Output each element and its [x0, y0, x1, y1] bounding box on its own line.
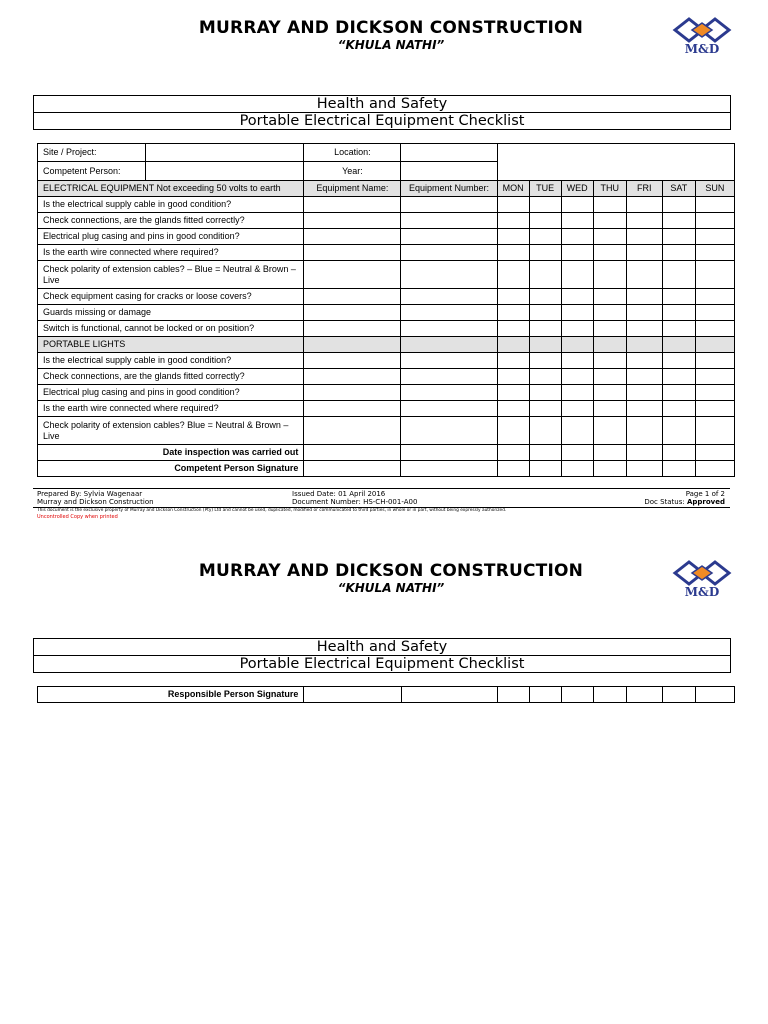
day-cell[interactable] [593, 687, 626, 703]
shaded-cell [695, 337, 734, 353]
day-cell[interactable] [662, 197, 695, 213]
shaded-cell [497, 337, 529, 353]
title-line-2: Portable Electrical Equipment Checklist [34, 655, 730, 672]
diamond-logo-icon [672, 559, 732, 587]
day-cell[interactable] [593, 229, 626, 245]
day-cell[interactable] [593, 261, 626, 289]
equipment-number-cell[interactable] [401, 353, 497, 369]
company-logo [672, 16, 742, 64]
section-portable-lights: PORTABLE LIGHTS [38, 337, 304, 353]
day-cell[interactable] [561, 687, 593, 703]
day-cell[interactable] [561, 245, 593, 261]
date-inspection-label: Date inspection was carried out [38, 445, 304, 461]
day-cell[interactable] [593, 289, 626, 305]
day-cell[interactable] [695, 261, 734, 289]
logo-text: M&D [684, 42, 720, 56]
day-cell[interactable] [529, 445, 561, 461]
footer-issued-date: Issued Date: 01 April 2016 [292, 490, 386, 498]
blank-header-cell [497, 144, 734, 181]
equipment-number-header: Equipment Number: [401, 181, 497, 197]
date-inspection-field[interactable] [304, 445, 401, 461]
day-cell[interactable] [662, 321, 695, 337]
day-cell[interactable] [695, 289, 734, 305]
day-cell[interactable] [497, 445, 529, 461]
day-cell[interactable] [529, 369, 561, 385]
signature-field[interactable] [304, 461, 401, 477]
day-header-mon: MON [497, 181, 529, 197]
check-item: Is the electrical supply cable in good condition? [38, 353, 304, 369]
day-cell[interactable] [626, 417, 662, 445]
day-cell[interactable] [626, 461, 662, 477]
equipment-name-cell[interactable] [304, 229, 401, 245]
day-cell[interactable] [593, 461, 626, 477]
check-item: Is the earth wire connected where required? [38, 245, 304, 261]
equipment-name-cell[interactable] [304, 401, 401, 417]
day-header-thu: THU [593, 181, 626, 197]
equipment-name-cell[interactable] [304, 245, 401, 261]
company-motto-page2: “KHULA NATHI” [337, 581, 445, 595]
day-cell[interactable] [626, 445, 662, 461]
day-cell[interactable] [626, 197, 662, 213]
day-cell[interactable] [695, 353, 734, 369]
day-cell[interactable] [593, 445, 626, 461]
day-cell[interactable] [529, 245, 561, 261]
equipment-name-cell[interactable] [304, 417, 401, 445]
title-line-1: Health and Safety [316, 639, 448, 655]
day-cell[interactable] [695, 369, 734, 385]
equipment-number-cell[interactable] [401, 321, 497, 337]
responsible-signature-label: Responsible Person Signature [38, 687, 304, 703]
day-cell[interactable] [662, 401, 695, 417]
signature-field[interactable] [304, 687, 401, 703]
footer-page-number: Page 1 of 2 [685, 490, 725, 498]
competent-signature-label: Competent Person Signature [38, 461, 304, 477]
shaded-cell [401, 337, 497, 353]
footer-document-number: Document Number: HS-CH-001-A00 [292, 498, 418, 506]
day-cell[interactable] [662, 369, 695, 385]
day-cell[interactable] [593, 385, 626, 401]
day-cell[interactable] [695, 445, 734, 461]
day-cell[interactable] [695, 321, 734, 337]
day-cell[interactable] [529, 385, 561, 401]
day-cell[interactable] [593, 321, 626, 337]
day-cell[interactable] [497, 353, 529, 369]
day-cell[interactable] [529, 305, 561, 321]
day-cell[interactable] [662, 385, 695, 401]
day-cell[interactable] [529, 401, 561, 417]
day-cell[interactable] [529, 213, 561, 229]
title-line-2: Portable Electrical Equipment Checklist [34, 112, 730, 129]
day-cell[interactable] [529, 687, 561, 703]
day-cell[interactable] [626, 229, 662, 245]
day-cell[interactable] [662, 445, 695, 461]
day-cell[interactable] [695, 401, 734, 417]
check-item: Guards missing or damage [38, 305, 304, 321]
location-field[interactable] [401, 144, 497, 162]
day-cell[interactable] [561, 385, 593, 401]
day-cell[interactable] [561, 321, 593, 337]
day-cell[interactable] [626, 353, 662, 369]
day-cell[interactable] [695, 229, 734, 245]
company-name: MURRAY AND DICKSON CONSTRUCTION [198, 18, 584, 38]
equipment-name-cell[interactable] [304, 385, 401, 401]
title-box-page2 [33, 638, 731, 673]
day-cell[interactable] [626, 321, 662, 337]
site-project-label: Site / Project: [38, 144, 146, 162]
equipment-name-header: Equipment Name: [304, 181, 401, 197]
day-cell[interactable] [626, 385, 662, 401]
day-cell[interactable] [529, 261, 561, 289]
day-cell[interactable] [626, 369, 662, 385]
day-cell[interactable] [662, 353, 695, 369]
day-cell[interactable] [593, 353, 626, 369]
title-line-1: Health and Safety [316, 96, 448, 112]
day-cell[interactable] [626, 245, 662, 261]
day-cell[interactable] [593, 305, 626, 321]
equipment-name-cell[interactable] [304, 289, 401, 305]
day-cell[interactable] [695, 245, 734, 261]
day-cell[interactable] [529, 229, 561, 245]
day-cell[interactable] [497, 461, 529, 477]
year-field[interactable] [401, 162, 497, 181]
logo-text: M&D [684, 585, 720, 599]
day-cell[interactable] [626, 289, 662, 305]
check-item: Electrical plug casing and pins in good condition? [38, 385, 304, 401]
check-item: Electrical plug casing and pins in good condition? [38, 229, 304, 245]
day-cell[interactable] [561, 197, 593, 213]
equipment-name-cell[interactable] [304, 261, 401, 289]
check-item: Switch is functional, cannot be locked or on position? [38, 321, 304, 337]
day-cell[interactable] [497, 417, 529, 445]
footer-uncontrolled-note: Uncontrolled Copy when printed [37, 514, 118, 520]
day-cell[interactable] [561, 305, 593, 321]
equipment-name-cell[interactable] [304, 213, 401, 229]
day-cell[interactable] [529, 289, 561, 305]
day-cell[interactable] [497, 305, 529, 321]
day-cell[interactable] [561, 229, 593, 245]
day-cell[interactable] [561, 261, 593, 289]
equipment-name-cell[interactable] [304, 321, 401, 337]
day-cell[interactable] [497, 245, 529, 261]
day-cell[interactable] [529, 321, 561, 337]
title-box [33, 95, 731, 130]
day-cell[interactable] [561, 213, 593, 229]
shaded-cell [561, 337, 593, 353]
day-cell[interactable] [561, 353, 593, 369]
equipment-name-cell[interactable] [304, 305, 401, 321]
signature-field[interactable] [401, 461, 497, 477]
check-item: Is the electrical supply cable in good condition? [38, 197, 304, 213]
day-cell[interactable] [593, 401, 626, 417]
day-cell[interactable] [497, 197, 529, 213]
day-cell[interactable] [561, 401, 593, 417]
equipment-number-cell[interactable] [401, 401, 497, 417]
day-cell[interactable] [662, 687, 695, 703]
day-cell[interactable] [593, 245, 626, 261]
day-cell[interactable] [626, 687, 662, 703]
day-cell[interactable] [593, 417, 626, 445]
equipment-name-cell[interactable] [304, 197, 401, 213]
day-header-fri: FRI [626, 181, 662, 197]
equipment-number-cell[interactable] [401, 245, 497, 261]
shaded-cell [529, 337, 561, 353]
signature-table [37, 686, 735, 703]
day-cell[interactable] [695, 197, 734, 213]
check-item: Check connections, are the glands fitted correctly? [38, 369, 304, 385]
year-label: Year: [304, 162, 401, 181]
day-cell[interactable] [593, 197, 626, 213]
equipment-name-cell[interactable] [304, 369, 401, 385]
footer-prepared-by: Prepared By: Sylvia Wagenaar [37, 490, 143, 498]
equipment-number-cell[interactable] [401, 229, 497, 245]
footer-disclaimer: This document is the exclusive property of Murray and Dickson Construction (Pty) Ltd and cannot be used, duplicated, modified or communicated to third parties, in whole or in part, without being expressly authorized. [37, 508, 507, 513]
day-header-sun: SUN [695, 181, 734, 197]
day-cell[interactable] [561, 289, 593, 305]
company-motto: “KHULA NATHI” [337, 38, 445, 52]
day-cell[interactable] [626, 261, 662, 289]
day-cell[interactable] [662, 261, 695, 289]
company-name-page2: MURRAY AND DICKSON CONSTRUCTION [198, 561, 584, 581]
day-cell[interactable] [662, 245, 695, 261]
day-cell[interactable] [662, 289, 695, 305]
shaded-cell [626, 337, 662, 353]
equipment-number-cell[interactable] [401, 305, 497, 321]
day-cell[interactable] [662, 417, 695, 445]
location-label: Location: [304, 144, 401, 162]
equipment-number-cell[interactable] [401, 197, 497, 213]
equipment-number-cell[interactable] [401, 385, 497, 401]
day-cell[interactable] [529, 197, 561, 213]
day-cell[interactable] [497, 687, 529, 703]
day-cell[interactable] [561, 461, 593, 477]
competent-person-field[interactable] [146, 162, 304, 181]
day-cell[interactable] [497, 289, 529, 305]
day-cell[interactable] [662, 229, 695, 245]
site-project-field[interactable] [146, 144, 304, 162]
day-cell[interactable] [529, 417, 561, 445]
day-cell[interactable] [662, 213, 695, 229]
diamond-logo-icon [672, 16, 732, 44]
equipment-name-cell[interactable] [304, 353, 401, 369]
shaded-cell [304, 337, 401, 353]
day-cell[interactable] [561, 445, 593, 461]
day-cell[interactable] [695, 417, 734, 445]
signature-field[interactable] [401, 687, 497, 703]
equipment-number-cell[interactable] [401, 213, 497, 229]
day-cell[interactable] [497, 369, 529, 385]
day-cell[interactable] [695, 461, 734, 477]
day-cell[interactable] [593, 369, 626, 385]
day-cell[interactable] [529, 353, 561, 369]
day-cell[interactable] [561, 417, 593, 445]
day-header-wed: WED [561, 181, 593, 197]
day-cell[interactable] [695, 213, 734, 229]
check-item: Is the earth wire connected where required? [38, 401, 304, 417]
day-cell[interactable] [529, 461, 561, 477]
day-cell[interactable] [497, 261, 529, 289]
equipment-number-cell[interactable] [401, 261, 497, 289]
day-cell[interactable] [695, 305, 734, 321]
day-cell[interactable] [497, 229, 529, 245]
footer-doc-status-value: Approved [686, 498, 725, 506]
equipment-number-cell[interactable] [401, 369, 497, 385]
day-cell[interactable] [662, 305, 695, 321]
day-cell[interactable] [695, 687, 734, 703]
day-cell[interactable] [497, 385, 529, 401]
day-cell[interactable] [497, 401, 529, 417]
day-cell[interactable] [626, 401, 662, 417]
day-header-sat: SAT [662, 181, 695, 197]
day-cell[interactable] [626, 213, 662, 229]
checklist-table [37, 143, 735, 477]
shaded-cell [662, 337, 695, 353]
company-logo-page2 [672, 559, 742, 607]
date-inspection-field[interactable] [401, 445, 497, 461]
footer-top-line [33, 488, 730, 489]
day-cell[interactable] [662, 461, 695, 477]
footer-organisation: Murray and Dickson Construction [37, 498, 154, 506]
check-item: Check polarity of extension cables? – Blue = Neutral & Brown – Live [38, 261, 304, 289]
day-cell[interactable] [626, 305, 662, 321]
equipment-number-cell[interactable] [401, 417, 497, 445]
day-cell[interactable] [497, 321, 529, 337]
section-electrical-equipment: ELECTRICAL EQUIPMENT Not exceeding 50 volts to earth [38, 181, 304, 197]
day-cell[interactable] [695, 385, 734, 401]
day-cell[interactable] [593, 213, 626, 229]
shaded-cell [593, 337, 626, 353]
day-cell[interactable] [561, 369, 593, 385]
check-item: Check equipment casing for cracks or loose covers? [38, 289, 304, 305]
day-header-tue: TUE [529, 181, 561, 197]
competent-person-label: Competent Person: [38, 162, 146, 181]
footer-doc-status-label: Doc Status: [644, 498, 687, 506]
check-item: Check connections, are the glands fitted correctly? [38, 213, 304, 229]
equipment-number-cell[interactable] [401, 289, 497, 305]
check-item: Check polarity of extension cables? Blue = Neutral & Brown – Live [38, 417, 304, 445]
day-cell[interactable] [497, 213, 529, 229]
